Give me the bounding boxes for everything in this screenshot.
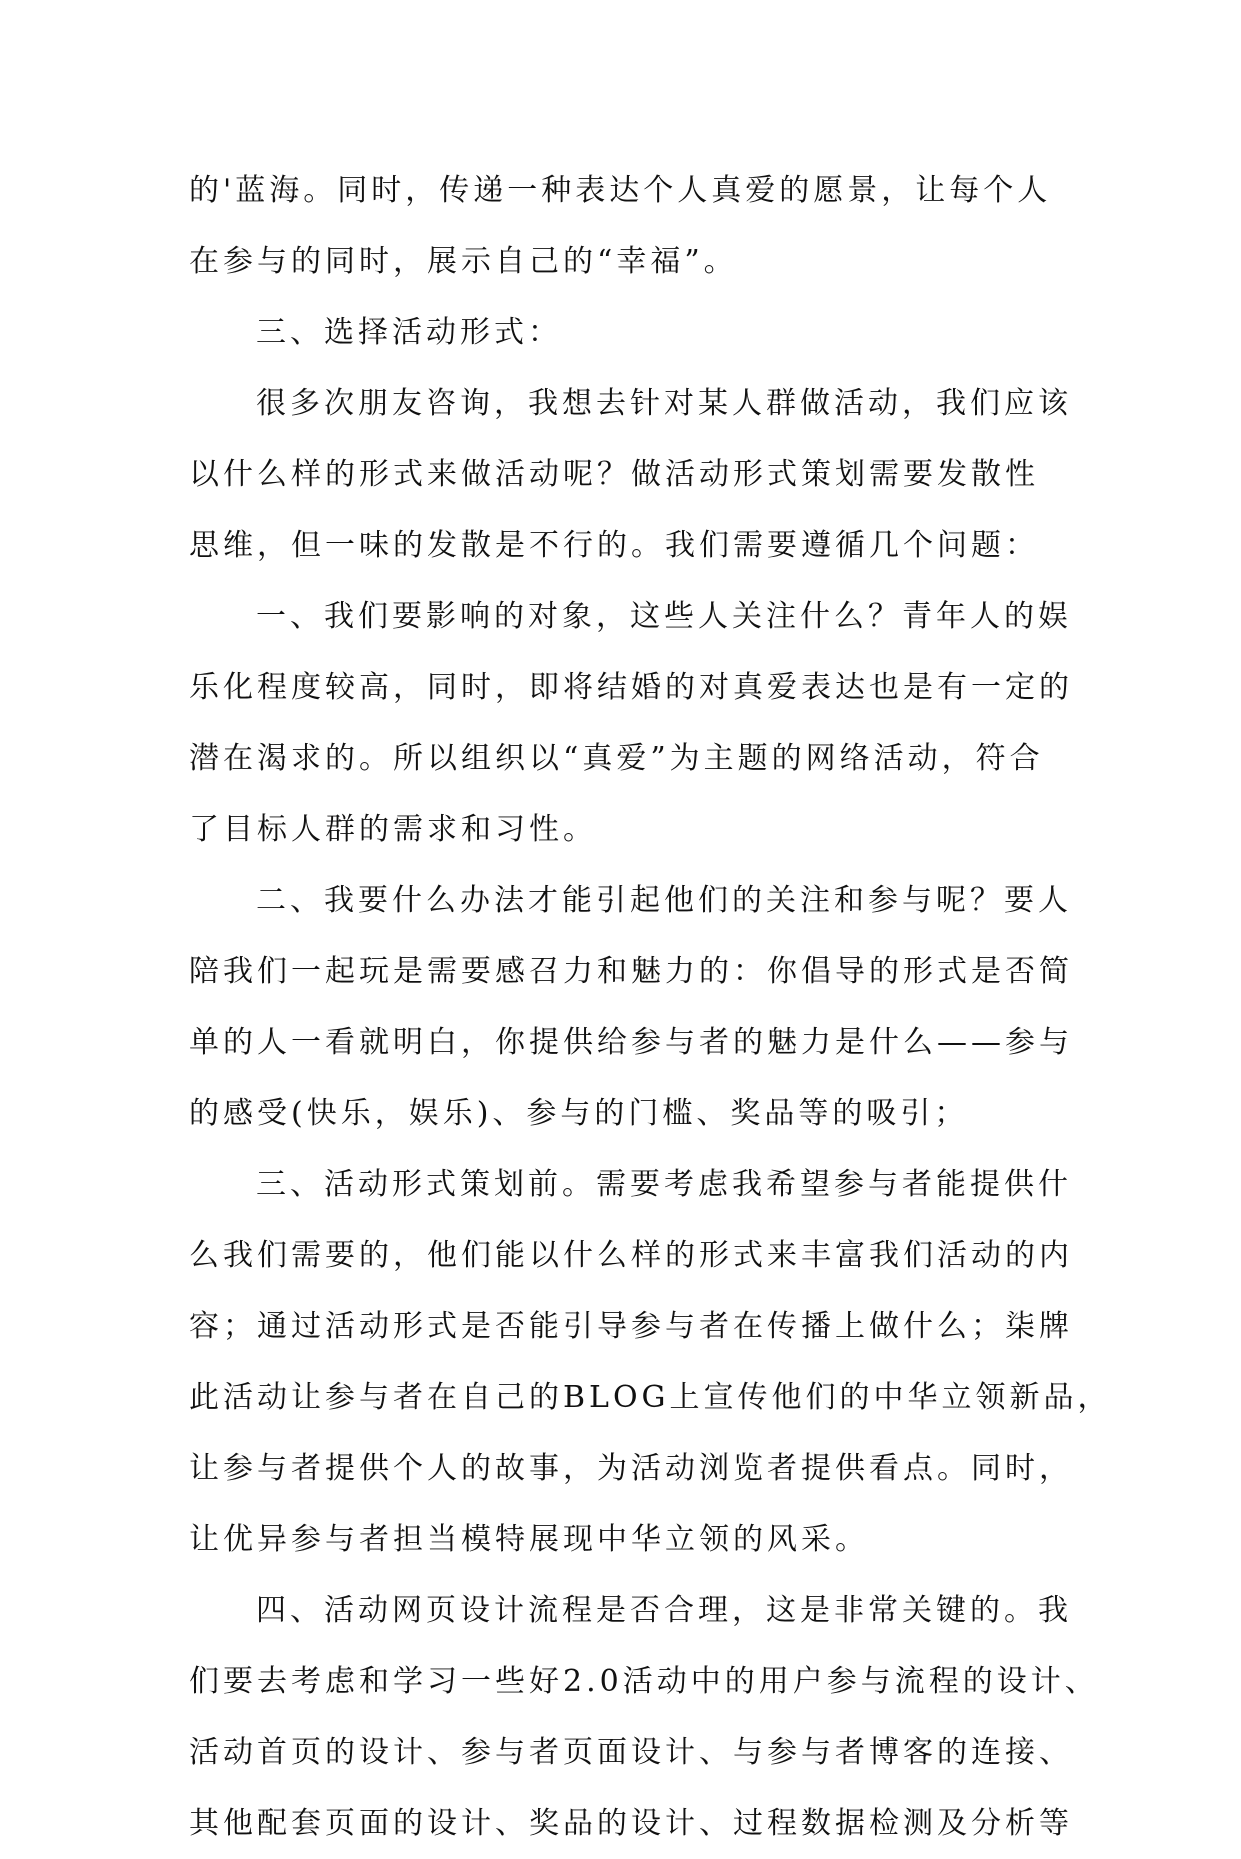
text-line: 三、活动形式策划前。需要考虑我希望参与者能提供什 [256,1167,1072,1202]
text-line: 么我们需要的，他们能以什么样的形式来丰富我们活动的内 [189,1238,1073,1273]
text-line: 的'蓝海。同时，传递一种表达个人真爱的愿景，让每个人 [189,173,1052,208]
text-line: 此活动让参与者在自己的BLOG上宣传他们的中华立领新品， [189,1380,1112,1415]
text-line: 四、活动网页设计流程是否合理，这是非常关键的。我 [256,1593,1072,1628]
text-line: 陪我们一起玩是需要感召力和魅力的：你倡导的形式是否简 [189,954,1073,989]
text-line: 其他配套页面的设计、奖品的设计、过程数据检测及分析等 [189,1806,1073,1841]
text-line: 了目标人群的需求和习性。 [189,812,597,847]
text-line: 的感受(快乐，娱乐)、参与的门槛、奖品等的吸引； [189,1096,969,1131]
text-line: 二、我要什么办法才能引起他们的关注和参与呢？要人 [256,883,1072,918]
text-line: 们要去考虑和学习一些好2.0活动中的用户参与流程的设计、 [189,1664,1099,1699]
text-line: 思维，但一味的发散是不行的。我们需要遵循几个问题： [189,528,1039,563]
text-line: 潜在渴求的。所以组织以“真爱”为主题的网络活动，符合 [189,741,1044,776]
text-line: 乐化程度较高，同时，即将结婚的对真爱表达也是有一定的 [189,670,1073,705]
text-line: 容；通过活动形式是否能引导参与者在传播上做什么；柒牌 [189,1309,1073,1344]
text-line: 活动首页的设计、参与者页面设计、与参与者博客的连接、 [189,1735,1073,1770]
text-line: 让参与者提供个人的故事，为活动浏览者提供看点。同时， [189,1451,1073,1486]
text-line: 在参与的同时，展示自己的“幸福”。 [189,244,738,279]
text-line: 一、我们要影响的对象，这些人关注什么？青年人的娱 [256,599,1072,634]
text-line: 很多次朋友咨询，我想去针对某人群做活动，我们应该 [256,386,1072,421]
text-line: 单的人一看就明白，你提供给参与者的魅力是什么——参与 [189,1025,1073,1060]
text-line: 以什么样的形式来做活动呢？做活动形式策划需要发散性 [189,457,1039,492]
section-heading: 三、选择活动形式： [256,315,562,350]
text-line: 让优异参与者担当模特展现中华立领的风采。 [189,1522,869,1557]
document-body [189,155,1112,1859]
